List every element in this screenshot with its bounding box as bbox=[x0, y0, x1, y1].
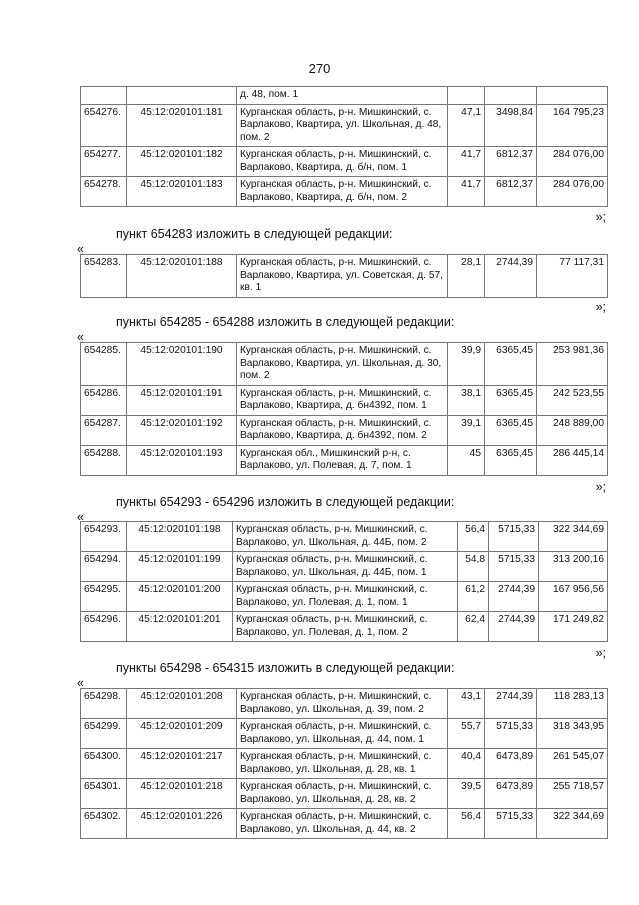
row-number-cell: 654300. bbox=[81, 749, 127, 779]
address-cell: Курганская область, р-н. Мишкинский, с. Варлаково, ул. Школьная, д. 28, кв. 2 bbox=[237, 779, 448, 809]
address-cell: Курганская область, р-н. Мишкинский, с. Варлаково, ул. Полевая, д. 1, пом. 1 bbox=[233, 582, 458, 612]
cadastral-value-cell: 242 523,55 bbox=[537, 385, 608, 415]
row-number-cell: 654295. bbox=[81, 582, 127, 612]
cadastral-rate-cell: 2744,39 bbox=[485, 689, 537, 719]
area-cell: 39,1 bbox=[448, 415, 485, 445]
address-cell: Курганская область, р-н. Мишкинский, с. Варлаково, Квартира, д. б/н, пом. 1 bbox=[237, 147, 448, 177]
cadastral-number-cell: 45:12:020101:182 bbox=[127, 147, 237, 177]
cadastral-value-cell: 322 344,69 bbox=[539, 522, 608, 552]
row-number-cell: 654302. bbox=[81, 809, 127, 839]
row-number-cell: 654285. bbox=[81, 343, 127, 386]
address-cell: Курганская область, р-н. Мишкинский, с. Варлаково, Квартира, д. б/н, пом. 2 bbox=[237, 177, 448, 207]
area-cell bbox=[448, 87, 485, 105]
area-cell: 56,4 bbox=[448, 809, 485, 839]
cadastral-rate-cell: 5715,33 bbox=[485, 809, 537, 839]
area-cell: 56,4 bbox=[458, 522, 489, 552]
table-row bbox=[81, 177, 608, 207]
cadastral-number-cell: 45:12:020101:193 bbox=[127, 445, 237, 475]
row-number-cell: 654277. bbox=[81, 147, 127, 177]
table-row bbox=[81, 749, 608, 779]
cadastral-rate-cell: 6365,45 bbox=[485, 385, 537, 415]
row-number-cell: 654278. bbox=[81, 177, 127, 207]
table-row bbox=[81, 719, 608, 749]
closing-quote: »; bbox=[595, 300, 606, 314]
address-cell: Курганская область, р-н. Мишкинский, с. Варлаково, ул. Школьная, д. 28, кв. 1 bbox=[237, 749, 448, 779]
row-number-cell: 654299. bbox=[81, 719, 127, 749]
cadastral-value-cell: 77 117,31 bbox=[537, 255, 608, 298]
cadastral-number-cell: 45:12:020101:183 bbox=[127, 177, 237, 207]
area-cell: 45 bbox=[448, 445, 485, 475]
closing-quote: »; bbox=[595, 646, 606, 660]
amendment-clause: пункты 654298 - 654315 изложить в следующей редакции: bbox=[116, 661, 455, 675]
area-cell: 55,7 bbox=[448, 719, 485, 749]
cadastral-rate-cell: 6473,89 bbox=[485, 779, 537, 809]
address-cell: Курганская область, р-н. Мишкинский, с. Варлаково, Квартира, д. бн4392, пом. 2 bbox=[237, 415, 448, 445]
cadastral-rate-cell: 2744,39 bbox=[485, 255, 537, 298]
area-cell: 62,4 bbox=[458, 612, 489, 642]
cadastral-rate-cell: 6473,89 bbox=[485, 749, 537, 779]
address-cell: Курганская область, р-н. Мишкинский, с. Варлаково, ул. Школьная, д. 44, кв. 2 bbox=[237, 809, 448, 839]
cadastral-rate-cell: 6812,37 bbox=[485, 147, 537, 177]
cadastral-value-cell: 284 076,00 bbox=[537, 147, 608, 177]
cadastral-rate-cell: 5715,33 bbox=[485, 719, 537, 749]
row-number-cell: 654298. bbox=[81, 689, 127, 719]
cadastral-number-cell: 45:12:020101:200 bbox=[127, 582, 233, 612]
table-row bbox=[81, 385, 608, 415]
table-row bbox=[81, 612, 608, 642]
address-cell: Курганская область, р-н. Мишкинский, с. Варлаково, ул. Школьная, д. 44, пом. 1 bbox=[237, 719, 448, 749]
registry-table-section-2 bbox=[80, 342, 608, 476]
address-cell: Курганская область, р-н. Мишкинский, с. Варлаково, ул. Школьная, д. 39, пом. 2 bbox=[237, 689, 448, 719]
cadastral-number-cell: 45:12:020101:192 bbox=[127, 415, 237, 445]
area-cell: 41,7 bbox=[448, 177, 485, 207]
registry-table-section-4 bbox=[80, 688, 608, 839]
closing-quote: »; bbox=[595, 210, 606, 224]
cadastral-rate-cell: 5715,33 bbox=[489, 552, 539, 582]
row-number-cell: 654293. bbox=[81, 522, 127, 552]
cadastral-rate-cell: 2744,39 bbox=[489, 582, 539, 612]
amendment-clause: пункты 654285 - 654288 изложить в следующей редакции: bbox=[116, 315, 455, 329]
registry-table-section-1 bbox=[80, 254, 608, 298]
row-number-cell: 654288. bbox=[81, 445, 127, 475]
cadastral-value-cell: 313 200,16 bbox=[539, 552, 608, 582]
cadastral-value-cell: 248 889,00 bbox=[537, 415, 608, 445]
row-number-cell: 654283. bbox=[81, 255, 127, 298]
cadastral-value-cell: 118 283,13 bbox=[537, 689, 608, 719]
area-cell: 54,8 bbox=[458, 552, 489, 582]
table-row bbox=[81, 779, 608, 809]
address-cell: Курганская область, р-н. Мишкинский, с. Варлаково, Квартира, д. бн4392, пом. 1 bbox=[237, 385, 448, 415]
table-row bbox=[81, 809, 608, 839]
cadastral-number-cell: 45:12:020101:201 bbox=[127, 612, 233, 642]
closing-quote: »; bbox=[595, 480, 606, 494]
row-number-cell: 654301. bbox=[81, 779, 127, 809]
table-row bbox=[81, 104, 608, 147]
table-row bbox=[81, 689, 608, 719]
cadastral-value-cell: 255 718,57 bbox=[537, 779, 608, 809]
registry-table-section-3 bbox=[80, 521, 608, 642]
area-cell: 28,1 bbox=[448, 255, 485, 298]
cadastral-rate-cell: 6365,45 bbox=[485, 343, 537, 386]
area-cell: 41,7 bbox=[448, 147, 485, 177]
table-row bbox=[81, 445, 608, 475]
area-cell: 47,1 bbox=[448, 104, 485, 147]
amendment-clause: пункт 654283 изложить в следующей редакции: bbox=[116, 227, 393, 241]
cadastral-rate-cell: 3498,84 bbox=[485, 104, 537, 147]
area-cell: 43,1 bbox=[448, 689, 485, 719]
cadastral-value-cell: 261 545,07 bbox=[537, 749, 608, 779]
cadastral-number-cell: 45:12:020101:209 bbox=[127, 719, 237, 749]
cadastral-value-cell: 286 445,14 bbox=[537, 445, 608, 475]
cadastral-rate-cell: 5715,33 bbox=[489, 522, 539, 552]
cadastral-value-cell: 253 981,36 bbox=[537, 343, 608, 386]
cadastral-value-cell bbox=[537, 87, 608, 105]
row-number-cell: 654287. bbox=[81, 415, 127, 445]
cadastral-number-cell: 45:12:020101:181 bbox=[127, 104, 237, 147]
address-cell: Курганская область, р-н. Мишкинский, с. Варлаково, ул. Школьная, д. 44Б, пом. 1 bbox=[233, 552, 458, 582]
cadastral-number-cell: 45:12:020101:199 bbox=[127, 552, 233, 582]
address-cell: д. 48, пом. 1 bbox=[237, 87, 448, 105]
cadastral-value-cell: 322 344,69 bbox=[537, 809, 608, 839]
cadastral-rate-cell bbox=[485, 87, 537, 105]
cadastral-number-cell: 45:12:020101:226 bbox=[127, 809, 237, 839]
opening-quote: « bbox=[77, 242, 84, 256]
cadastral-number-cell: 45:12:020101:190 bbox=[127, 343, 237, 386]
table-row bbox=[81, 343, 608, 386]
page-number: 270 bbox=[308, 61, 331, 76]
cadastral-rate-cell: 2744,39 bbox=[489, 612, 539, 642]
row-number-cell: 654276. bbox=[81, 104, 127, 147]
table-row bbox=[81, 415, 608, 445]
address-cell: Курганская область, р-н. Мишкинский, с. Варлаково, ул. Полевая, д. 1, пом. 2 bbox=[233, 612, 458, 642]
row-number-cell: 654296. bbox=[81, 612, 127, 642]
cadastral-value-cell: 171 249,82 bbox=[539, 612, 608, 642]
area-cell: 38,1 bbox=[448, 385, 485, 415]
cadastral-value-cell: 284 076,00 bbox=[537, 177, 608, 207]
area-cell: 61,2 bbox=[458, 582, 489, 612]
address-cell: Курганская обл., Мишкинский р-н, с. Варлаково, ул. Полевая, д. 7, пом. 1 bbox=[237, 445, 448, 475]
opening-quote: « bbox=[77, 676, 84, 690]
cadastral-value-cell: 318 343,95 bbox=[537, 719, 608, 749]
table-row bbox=[81, 552, 608, 582]
table-row bbox=[81, 255, 608, 298]
cadastral-rate-cell: 6812,37 bbox=[485, 177, 537, 207]
cadastral-rate-cell: 6365,45 bbox=[485, 415, 537, 445]
table-row bbox=[81, 582, 608, 612]
area-cell: 39,5 bbox=[448, 779, 485, 809]
area-cell: 40,4 bbox=[448, 749, 485, 779]
opening-quote: « bbox=[77, 330, 84, 344]
registry-table-top bbox=[80, 86, 608, 207]
address-cell: Курганская область, р-н. Мишкинский, с. Варлаково, ул. Школьная, д. 44Б, пом. 2 bbox=[233, 522, 458, 552]
area-cell: 39,9 bbox=[448, 343, 485, 386]
address-cell: Курганская область, р-н. Мишкинский, с. Варлаково, Квартира, ул. Советская, д. 57, кв. 1 bbox=[237, 255, 448, 298]
cadastral-number-cell: 45:12:020101:198 bbox=[127, 522, 233, 552]
cadastral-number-cell: 45:12:020101:208 bbox=[127, 689, 237, 719]
opening-quote: « bbox=[77, 510, 84, 524]
row-number-cell: 654294. bbox=[81, 552, 127, 582]
cadastral-number-cell bbox=[127, 87, 237, 105]
address-cell: Курганская область, р-н. Мишкинский, с. Варлаково, Квартира, ул. Школьная, д. 48, пом. 2 bbox=[237, 104, 448, 147]
cadastral-number-cell: 45:12:020101:218 bbox=[127, 779, 237, 809]
row-number-cell: 654286. bbox=[81, 385, 127, 415]
address-cell: Курганская область, р-н. Мишкинский, с. Варлаково, Квартира, ул. Школьная, д. 30, пом. 2 bbox=[237, 343, 448, 386]
row-number-cell bbox=[81, 87, 127, 105]
cadastral-number-cell: 45:12:020101:217 bbox=[127, 749, 237, 779]
cadastral-value-cell: 167 956,56 bbox=[539, 582, 608, 612]
table-row bbox=[81, 522, 608, 552]
cadastral-rate-cell: 6365,45 bbox=[485, 445, 537, 475]
cadastral-number-cell: 45:12:020101:188 bbox=[127, 255, 237, 298]
table-row bbox=[81, 147, 608, 177]
table-row bbox=[81, 87, 608, 105]
amendment-clause: пункты 654293 - 654296 изложить в следующей редакции: bbox=[116, 495, 455, 509]
cadastral-number-cell: 45:12:020101:191 bbox=[127, 385, 237, 415]
cadastral-value-cell: 164 795,23 bbox=[537, 104, 608, 147]
